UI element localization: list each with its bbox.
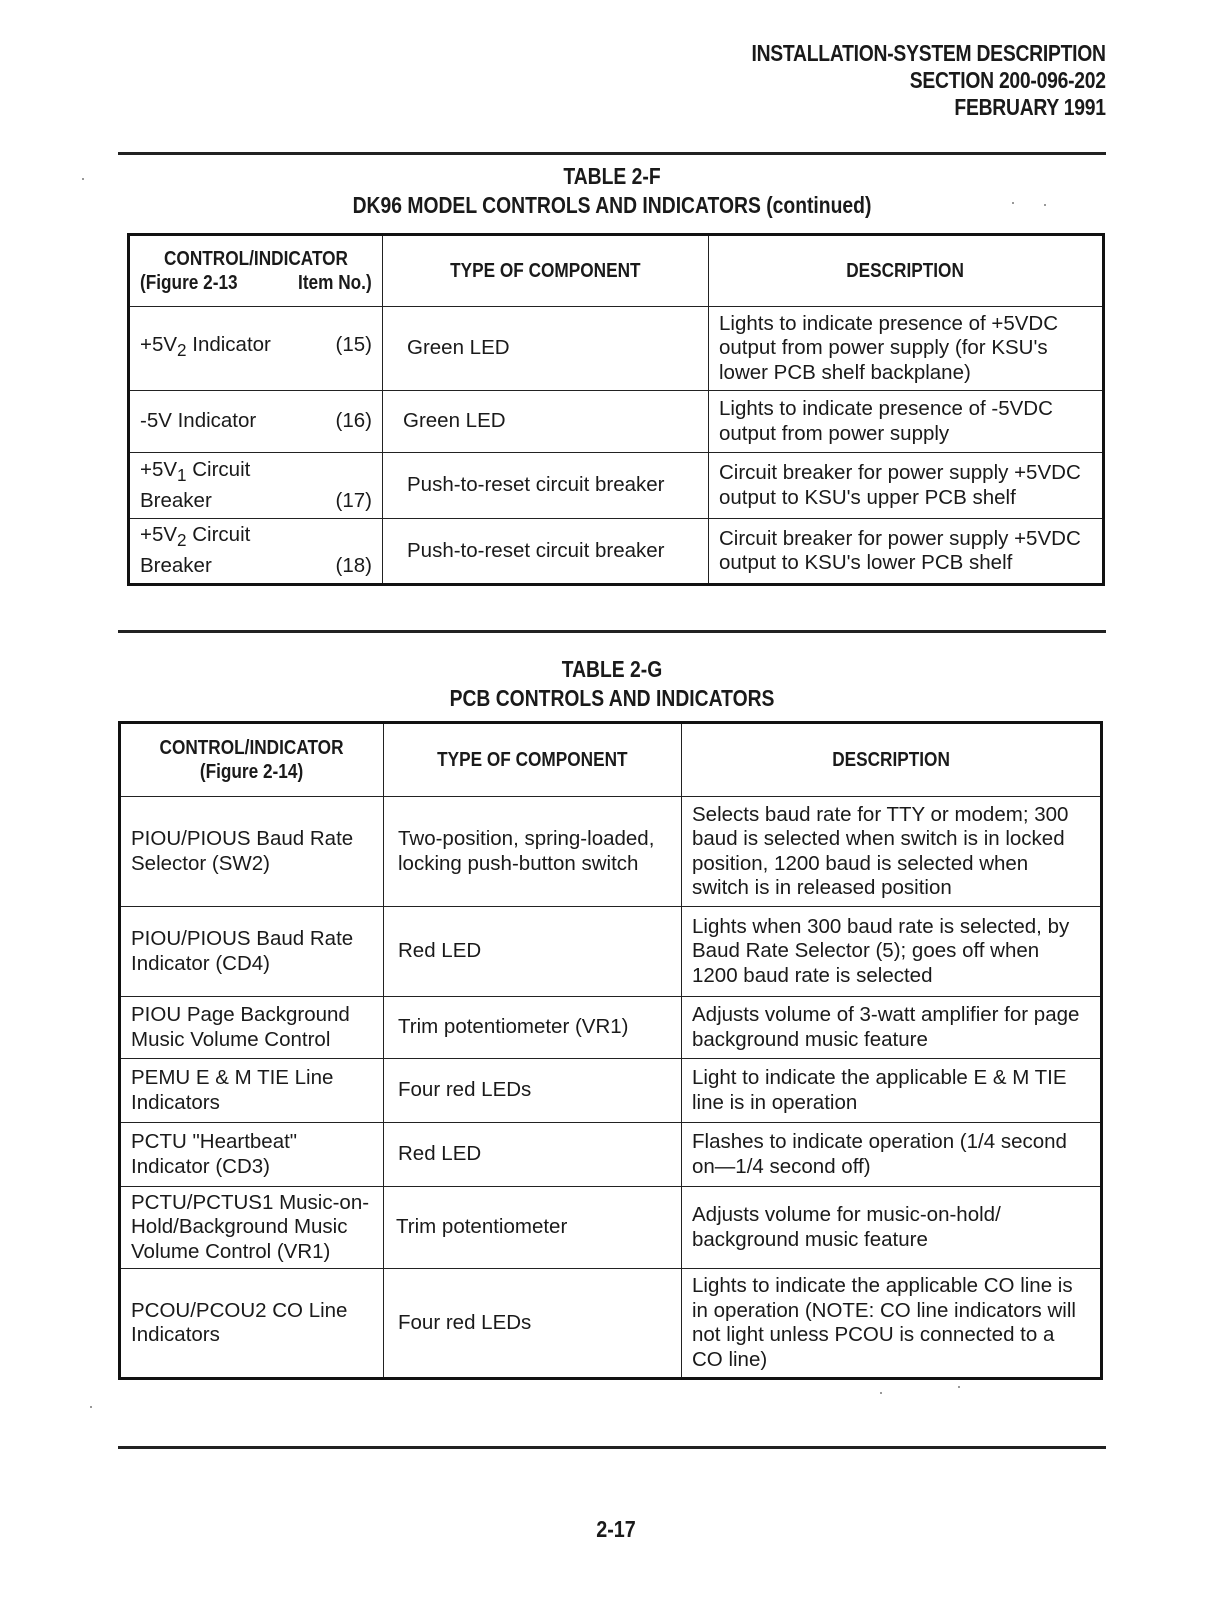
table-f-title bbox=[118, 162, 1106, 220]
control-cell bbox=[129, 391, 383, 453]
document-header bbox=[684, 40, 1106, 121]
col1-header-figure: (Figure 2-13 bbox=[140, 271, 238, 294]
control-cell: PIOU/PIOUS Baud Rate Indicator (CD4) bbox=[120, 907, 384, 997]
type-cell: Red LED bbox=[384, 1123, 682, 1187]
header-line-3: FEBRUARY 1991 bbox=[954, 94, 1106, 120]
type-cell: Push-to-reset circuit breaker bbox=[383, 453, 709, 519]
col1-header-line1: CONTROL/INDICATOR bbox=[159, 735, 344, 759]
table-g-col3-header bbox=[682, 723, 1102, 797]
type-cell: Four red LEDs bbox=[384, 1269, 682, 1379]
control-cell: PIOU/PIOUS Baud Rate Selector (SW2) bbox=[120, 797, 384, 907]
description-cell: Lights to indicate the applicable CO line is in operation (NOTE: CO line indicators will not light unless PCOU is connected to a CO line) bbox=[682, 1269, 1102, 1379]
table-row bbox=[120, 1187, 1102, 1269]
table-row bbox=[129, 519, 1104, 585]
scan-speck bbox=[1044, 204, 1046, 206]
table-row bbox=[120, 907, 1102, 997]
bottom-rule bbox=[118, 1446, 1106, 1449]
description-cell: Lights to indicate presence of -5VDC output from power supply bbox=[709, 391, 1104, 453]
control-text-line2: Breaker bbox=[140, 554, 212, 578]
type-cell: Push-to-reset circuit breaker bbox=[383, 519, 709, 585]
type-cell: Two-position, spring-loaded, locking push-button switch bbox=[384, 797, 682, 907]
description-cell: Light to indicate the applicable E & M TIE line is in operation bbox=[682, 1059, 1102, 1123]
control-text: +5V bbox=[140, 333, 178, 357]
table-f bbox=[127, 233, 1105, 586]
control-cell: PCTU "Heartbeat" Indicator (CD3) bbox=[120, 1123, 384, 1187]
col3-header-text: DESCRIPTION bbox=[846, 258, 965, 282]
header-line-1: INSTALLATION-SYSTEM DESCRIPTION bbox=[751, 40, 1106, 66]
scan-speck bbox=[958, 1386, 960, 1388]
scan-speck bbox=[880, 1392, 882, 1394]
type-cell: Red LED bbox=[384, 907, 682, 997]
scan-speck bbox=[90, 1406, 92, 1408]
table-g-title-line2: PCB CONTROLS AND INDICATORS bbox=[449, 685, 775, 711]
control-text-suffix: Indicator bbox=[186, 333, 271, 357]
col1-header-line1: CONTROL/INDICATOR bbox=[164, 246, 348, 270]
control-subscript: 1 bbox=[177, 466, 187, 486]
table-f-header-row bbox=[129, 235, 1104, 307]
control-text-suffix: Circuit bbox=[186, 523, 251, 547]
item-number: (16) bbox=[335, 409, 372, 433]
col2-header-text: TYPE OF COMPONENT bbox=[437, 747, 628, 771]
table-row bbox=[120, 797, 1102, 907]
table-row bbox=[129, 391, 1104, 453]
control-cell bbox=[129, 307, 383, 391]
table-f-title-line1: TABLE 2-F bbox=[563, 163, 661, 189]
page-number bbox=[0, 1516, 1232, 1543]
item-number: (18) bbox=[335, 554, 372, 578]
description-cell: Lights when 300 baud rate is selected, by Baud Rate Selector (5); goes off when 1200 baud rate is selected bbox=[682, 907, 1102, 997]
col1-header-item: Item No.) bbox=[298, 271, 372, 294]
control-subscript: 2 bbox=[177, 341, 187, 361]
description-cell: Circuit breaker for power supply +5VDC output to KSU's lower PCB shelf bbox=[709, 519, 1104, 585]
header-line-2: SECTION 200-096-202 bbox=[909, 67, 1106, 93]
col1-header-line2: (Figure 2-14) bbox=[200, 760, 304, 783]
table-f-col1-header bbox=[129, 235, 383, 307]
table-f-col3-header bbox=[709, 235, 1104, 307]
table-g-col1-header bbox=[120, 723, 384, 797]
control-cell: PIOU Page Background Music Volume Control bbox=[120, 997, 384, 1059]
table-f-col2-header bbox=[383, 235, 709, 307]
table-g-title-line1: TABLE 2-G bbox=[561, 656, 663, 682]
description-cell: Adjusts volume of 3-watt amplifier for page background music feature bbox=[682, 997, 1102, 1059]
description-cell: Lights to indicate presence of +5VDC output from power supply (for KSU's lower PCB shelf backplane) bbox=[709, 307, 1104, 391]
description-cell: Selects baud rate for TTY or modem; 300 baud is selected when switch is in locked position, 1200 baud is selected when switch is in released position bbox=[682, 797, 1102, 907]
type-cell: Four red LEDs bbox=[384, 1059, 682, 1123]
table-row bbox=[120, 1123, 1102, 1187]
table-g-title bbox=[118, 655, 1106, 713]
type-cell: Trim potentiometer (VR1) bbox=[384, 997, 682, 1059]
control-subscript: 2 bbox=[177, 531, 187, 551]
table-g bbox=[118, 721, 1103, 1380]
control-cell bbox=[129, 453, 383, 519]
control-cell bbox=[129, 519, 383, 585]
table-row bbox=[120, 997, 1102, 1059]
table-f-title-line2: DK96 MODEL CONTROLS AND INDICATORS (continued) bbox=[352, 192, 872, 218]
scan-speck bbox=[82, 178, 84, 180]
description-cell: Flashes to indicate operation (1/4 second on—1/4 second off) bbox=[682, 1123, 1102, 1187]
control-text-line2: Breaker bbox=[140, 488, 212, 512]
table-row bbox=[120, 1269, 1102, 1379]
control-cell: PEMU E & M TIE Line Indicators bbox=[120, 1059, 384, 1123]
control-cell: PCOU/PCOU2 CO Line Indicators bbox=[120, 1269, 384, 1379]
table-row bbox=[129, 307, 1104, 391]
control-cell: PCTU/PCTUS1 Music-on-Hold/Background Music Volume Control (VR1) bbox=[120, 1187, 384, 1269]
type-cell: Trim potentiometer bbox=[384, 1187, 682, 1269]
item-number: (15) bbox=[335, 333, 372, 357]
middle-rule bbox=[118, 630, 1106, 633]
scan-speck bbox=[1012, 202, 1014, 204]
table-g-header-row bbox=[120, 723, 1102, 797]
col2-header-text: TYPE OF COMPONENT bbox=[450, 258, 641, 282]
control-text: +5V bbox=[140, 457, 178, 481]
control-text: -5V Indicator bbox=[140, 409, 257, 433]
control-text: +5V bbox=[140, 523, 178, 547]
table-row bbox=[129, 453, 1104, 519]
page-number-text: 2-17 bbox=[596, 1516, 636, 1542]
type-cell: Green LED bbox=[383, 307, 709, 391]
col3-header-text: DESCRIPTION bbox=[832, 747, 950, 771]
top-rule bbox=[118, 152, 1106, 155]
description-cell: Circuit breaker for power supply +5VDC output to KSU's upper PCB shelf bbox=[709, 453, 1104, 519]
control-text-suffix: Circuit bbox=[186, 457, 251, 481]
table-g-col2-header bbox=[384, 723, 682, 797]
item-number: (17) bbox=[335, 488, 372, 512]
description-cell: Adjusts volume for music-on-hold/ background music feature bbox=[682, 1187, 1102, 1269]
type-cell: Green LED bbox=[383, 391, 709, 453]
table-row bbox=[120, 1059, 1102, 1123]
